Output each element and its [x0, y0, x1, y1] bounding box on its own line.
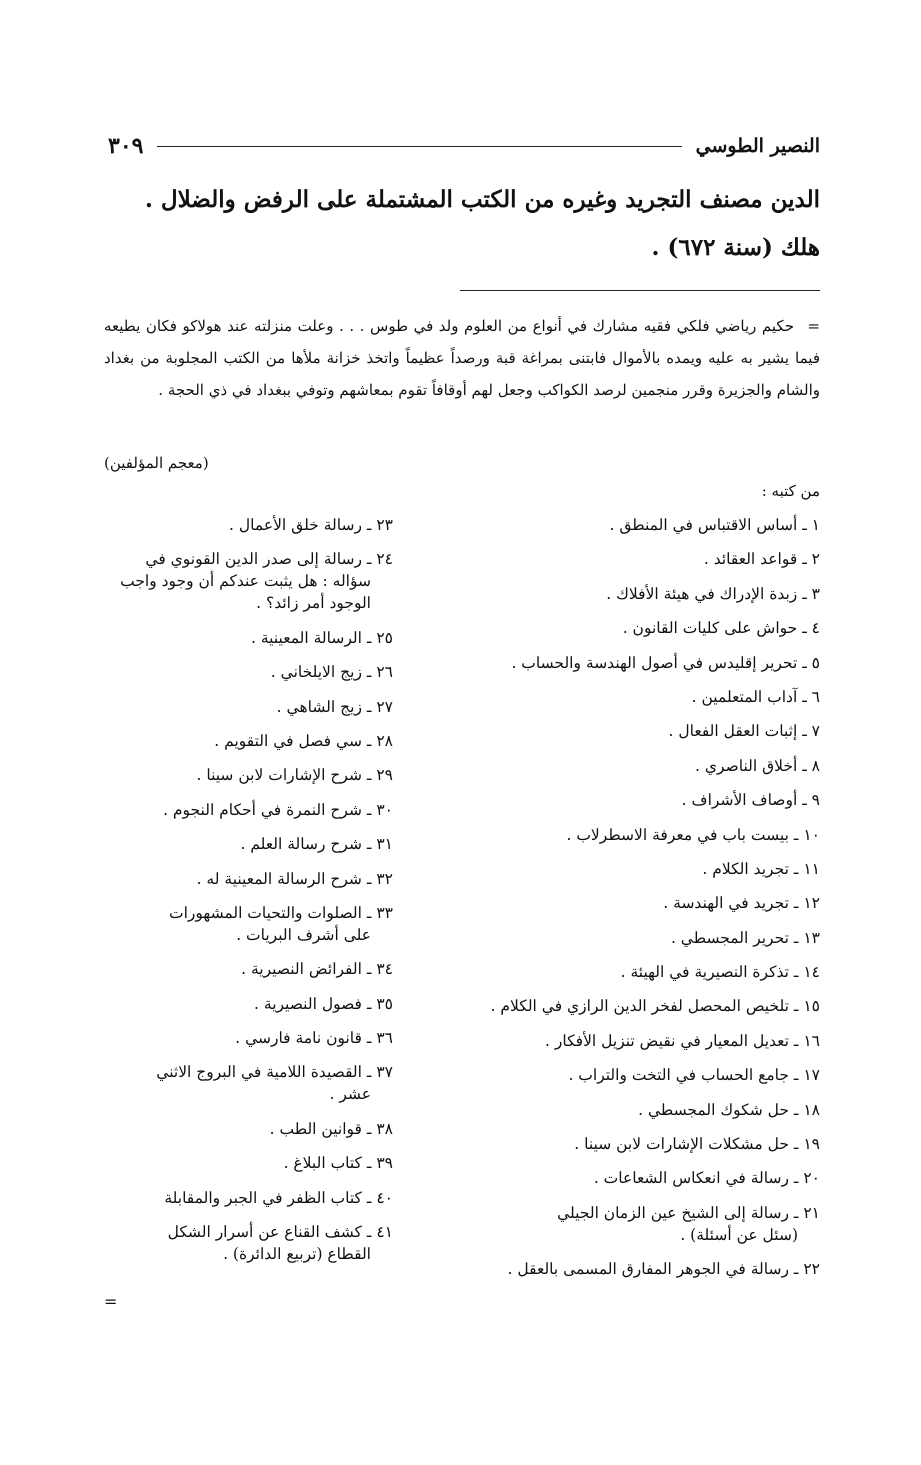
- book-item: ١٢ ـ تجريد في الهندسة .: [663, 894, 820, 913]
- book-number: ١٥: [803, 997, 820, 1016]
- book-number: ٢٢: [803, 1260, 820, 1279]
- book-title: كتاب البلاغ .: [283, 1154, 362, 1173]
- footnote-text: حكيم رياضي فلكي فقيه مشارك في أنواع من العلوم ولد في طوس . . . وعلت منزلته عند هولاكو فكان يطيعه فيما يشير به عليه ويمده بالأموال فابتنى بمراغة قبة ورصداً عظيماً واتخذ خزانة ملأها من الكتب المجلوبة من بغداد والشام والجزيرة وقرر منجمين لرصد الكواكب وجعل لهم أوقافاً تقوم بمعاشهم وتوفي ببغداد في ذي الحجة .: [104, 317, 820, 399]
- book-number: ٤١: [376, 1223, 393, 1242]
- book-title: آداب المتعلمين .: [691, 687, 798, 706]
- book-number: ١١: [803, 859, 820, 878]
- book-number: ١٢: [803, 894, 820, 913]
- book-title: إثبات العقل الفعال .: [668, 722, 798, 741]
- book-title: رسالة إلى صدر الدين القونوي في: [145, 550, 362, 569]
- book-number: ٣٩: [376, 1154, 393, 1173]
- book-title: شرح الرسالة المعينية له .: [196, 869, 362, 888]
- book-title: تحرير المجسطي .: [670, 928, 789, 947]
- book-title: أوصاف الأشراف .: [681, 791, 798, 810]
- book-item: ٨ ـ أخلاق الناصري .: [695, 756, 820, 775]
- footnote-source: (معجم المؤلفين): [104, 454, 209, 472]
- book-item: ٣٣ ـ الصلوات والتحيات المشهورات على أشرف البريات .: [93, 902, 393, 946]
- book-item: ١٧ ـ جامع الحساب في التخت والتراب .: [568, 1066, 820, 1085]
- book-item: ١٩ ـ حل مشكلات الإشارات لابن سينا .: [574, 1135, 820, 1154]
- book-item: ٢٧ ـ زيج الشاهي .: [276, 697, 393, 716]
- book-number: ٢٣: [376, 516, 393, 534]
- book-number: ٢٨: [376, 731, 393, 750]
- book-item: ٣٨ ـ قوانين الطب .: [269, 1119, 393, 1138]
- book-item: ٩ ـ أوصاف الأشراف .: [681, 791, 820, 810]
- book-item: ٣ ـ زبدة الإدراك في هيئة الأفلاك .: [606, 584, 820, 603]
- book-title: تذكرة النصيرية في الهيئة .: [620, 963, 789, 982]
- book-title: أساس الاقتباس في المنطق .: [609, 516, 798, 534]
- book-title: كتاب الظفر في الجبر والمقابلة: [164, 1188, 362, 1207]
- book-title: سي فصل في التقويم .: [214, 731, 362, 750]
- book-number: ٢٦: [376, 663, 393, 682]
- book-title: زبدة الإدراك في هيئة الأفلاك .: [606, 584, 798, 603]
- book-item: ١ ـ أساس الاقتباس في المنطق .: [609, 516, 820, 534]
- book-title: زيج الايلخاني .: [270, 663, 362, 682]
- book-title: تلخيص المحصل لفخر الدين الرازي في الكلام .: [490, 997, 789, 1016]
- book-item: ١٥ ـ تلخيص المحصل لفخر الدين الرازي في الكلام .: [490, 997, 820, 1016]
- book-number: ٣٢: [376, 869, 393, 888]
- book-number: ٨: [811, 756, 820, 775]
- book-number: ٩: [811, 791, 820, 810]
- book-item: ٢٦ ـ زيج الايلخاني .: [270, 663, 393, 682]
- book-item: ١٤ ـ تذكرة النصيرية في الهيئة .: [620, 963, 820, 982]
- book-number: ٤٠: [376, 1188, 393, 1207]
- book-item: ٣٤ ـ الفرائض النصيرية .: [241, 960, 393, 979]
- book-number: ١٨: [803, 1100, 820, 1119]
- book-number: ٦: [811, 687, 820, 706]
- book-number: ٥: [811, 653, 820, 672]
- book-number: ٣٥: [376, 994, 393, 1013]
- book-number: ٧: [811, 722, 820, 741]
- book-title: قانون نامة فارسي .: [235, 1029, 362, 1048]
- books-intro: من كتبه :: [761, 482, 820, 500]
- book-number: ٣٨: [376, 1119, 393, 1138]
- main-text-line: هلك (سنة ٦٧٢) .: [651, 234, 820, 261]
- book-item: ٢٥ ـ الرسالة المعينية .: [251, 628, 393, 647]
- book-item: ٣٧ ـ القصيدة اللامية في البروج الاثني عشر .: [93, 1061, 393, 1105]
- book-title-continued: سؤاله : هل يثبت عندكم أن وجود واجب الوجود أمر زائد؟ .: [120, 572, 371, 613]
- book-number: ١٣: [803, 928, 820, 947]
- book-title: الصلوات والتحيات المشهورات: [169, 903, 362, 922]
- book-title: الفرائض النصيرية .: [241, 960, 362, 979]
- book-title: زيج الشاهي .: [276, 697, 362, 716]
- book-title-continued: القطاع (تربيع الدائرة) .: [223, 1245, 371, 1264]
- book-item: ٢٨ ـ سي فصل في التقويم .: [214, 731, 393, 750]
- book-title: تجريد في الهندسة .: [663, 894, 789, 913]
- book-title: الرسالة المعينية .: [251, 628, 362, 647]
- book-number: ٣٣: [376, 903, 393, 922]
- book-item: ١٠ ـ بيست باب في معرفة الاسطرلاب .: [566, 825, 820, 844]
- book-number: ١: [811, 516, 820, 534]
- book-number: ٣٧: [376, 1063, 393, 1082]
- book-item: ١١ ـ تجريد الكلام .: [702, 859, 820, 878]
- book-item: ٢٤ ـ رسالة إلى صدر الدين القونوي في سؤاله : هل يثبت عندكم أن وجود واجب الوجود أمر زائد؟ .: [93, 548, 393, 614]
- book-title: حل مشكلات الإشارات لابن سينا .: [574, 1135, 789, 1154]
- book-item: ٣٩ ـ كتاب البلاغ .: [283, 1154, 393, 1173]
- book-title: رسالة خلق الأعمال .: [229, 516, 362, 534]
- book-title: جامع الحساب في التخت والتراب .: [568, 1066, 789, 1085]
- book-title: حواش على كليات القانون .: [622, 619, 798, 638]
- book-item: ٧ ـ إثبات العقل الفعال .: [668, 722, 820, 741]
- book-item: ٢١ ـ رسالة إلى الشيخ عين الزمان الجيلي (سئل عن أسئلة) .: [410, 1202, 820, 1246]
- book-title: فصول النصيرية .: [254, 994, 362, 1013]
- book-title: القصيدة اللامية في البروج الاثني: [156, 1063, 362, 1082]
- book-title: تعديل المعيار في نقيض تنزيل الأفكار .: [545, 1031, 789, 1050]
- book-item: ١٦ ـ تعديل المعيار في نقيض تنزيل الأفكار .: [545, 1031, 820, 1050]
- book-title: تجريد الكلام .: [702, 859, 789, 878]
- page-number: ٣٠٩: [108, 133, 144, 159]
- book-item: ٣١ ـ شرح رسالة العلم .: [240, 835, 393, 854]
- book-title: تحرير إقليدس في أصول الهندسة والحساب .: [511, 653, 798, 672]
- book-item: ٤١ ـ كشف القناع عن أسرار الشكل القطاع (تربيع الدائرة) .: [93, 1221, 393, 1265]
- book-item: ٣٠ ـ شرح النمرة في أحكام النجوم .: [163, 800, 393, 819]
- footnote-rule: [460, 290, 820, 291]
- book-title: شرح النمرة في أحكام النجوم .: [163, 800, 362, 819]
- running-header: [108, 128, 820, 164]
- book-item: ٢٣ ـ رسالة خلق الأعمال .: [229, 516, 393, 534]
- book-number: ١٠: [803, 825, 820, 844]
- book-title: أخلاق الناصري .: [695, 756, 798, 775]
- book-title-continued: على أشرف البريات .: [236, 925, 371, 944]
- book-title: شرح رسالة العلم .: [240, 835, 362, 854]
- book-number: ١٤: [803, 963, 820, 982]
- header-rule: [157, 146, 681, 147]
- main-text-line: الدين مصنف التجريد وغيره من الكتب المشتملة على الرفض والضلال .: [144, 186, 820, 213]
- book-number: ٢١: [803, 1203, 820, 1222]
- book-title: حل شكوك المجسطي .: [638, 1100, 789, 1119]
- book-item: ٢٢ ـ رسالة في الجوهر المفارق المسمى بالعقل .: [507, 1260, 820, 1279]
- book-number: ٢٠: [803, 1169, 820, 1188]
- book-item: ١٨ ـ حل شكوك المجسطي .: [638, 1100, 820, 1119]
- books-list-left: [93, 514, 393, 1277]
- book-title-continued: (سئل عن أسئلة) .: [680, 1225, 798, 1244]
- book-number: ٢٧: [376, 697, 393, 716]
- book-number: ٢٥: [376, 628, 393, 647]
- book-title: رسالة في انعكاس الشعاعات .: [593, 1169, 789, 1188]
- book-title: شرح الإشارات لابن سينا .: [196, 766, 362, 785]
- book-item: ٢٠ ـ رسالة في انعكاس الشعاعات .: [593, 1169, 820, 1188]
- book-item: ٢ ـ قواعد العقائد .: [703, 550, 820, 569]
- book-title: رسالة إلى الشيخ عين الزمان الجيلي: [557, 1203, 789, 1222]
- book-title-continued: عشر .: [329, 1085, 371, 1104]
- footnote-marker: =: [807, 317, 820, 335]
- book-number: ٣٠: [376, 800, 393, 819]
- book-number: ٤: [811, 619, 820, 638]
- book-number: ٣٤: [376, 960, 393, 979]
- book-title: رسالة في الجوهر المفارق المسمى بالعقل .: [507, 1260, 789, 1279]
- main-text: [140, 176, 820, 272]
- book-title: بيست باب في معرفة الاسطرلاب .: [566, 825, 789, 844]
- book-title: كشف القناع عن أسرار الشكل: [167, 1223, 362, 1242]
- book-number: ١٩: [803, 1135, 820, 1154]
- book-number: ٢٤: [376, 550, 393, 569]
- book-item: ١٣ ـ تحرير المجسطي .: [670, 928, 820, 947]
- book-item: ٥ ـ تحرير إقليدس في أصول الهندسة والحساب .: [511, 653, 820, 672]
- book-title: قوانين الطب .: [269, 1119, 362, 1138]
- book-number: ١٧: [803, 1066, 820, 1085]
- footnote: [104, 310, 820, 406]
- book-item: ٤ ـ حواش على كليات القانون .: [622, 619, 820, 638]
- book-item: ٤٠ ـ كتاب الظفر في الجبر والمقابلة: [164, 1188, 393, 1207]
- book-item: ٣٢ ـ شرح الرسالة المعينية له .: [196, 869, 393, 888]
- continuation-marker: =: [104, 1292, 118, 1311]
- book-number: ٣١: [376, 835, 393, 854]
- book-number: ٢: [811, 550, 820, 569]
- book-item: ٢٩ ـ شرح الإشارات لابن سينا .: [196, 766, 393, 785]
- book-number: ٢٩: [376, 766, 393, 785]
- book-title: قواعد العقائد .: [703, 550, 798, 569]
- book-item: ٣٥ ـ فصول النصيرية .: [254, 994, 393, 1013]
- book-number: ٣: [811, 584, 820, 603]
- books-list-right: [410, 514, 820, 1293]
- book-number: ١٦: [803, 1031, 820, 1050]
- book-number: ٣٦: [376, 1029, 393, 1048]
- running-title: النصير الطوسي: [695, 135, 820, 157]
- book-item: ٦ ـ آداب المتعلمين .: [691, 687, 820, 706]
- book-item: ٣٦ ـ قانون نامة فارسي .: [235, 1029, 393, 1048]
